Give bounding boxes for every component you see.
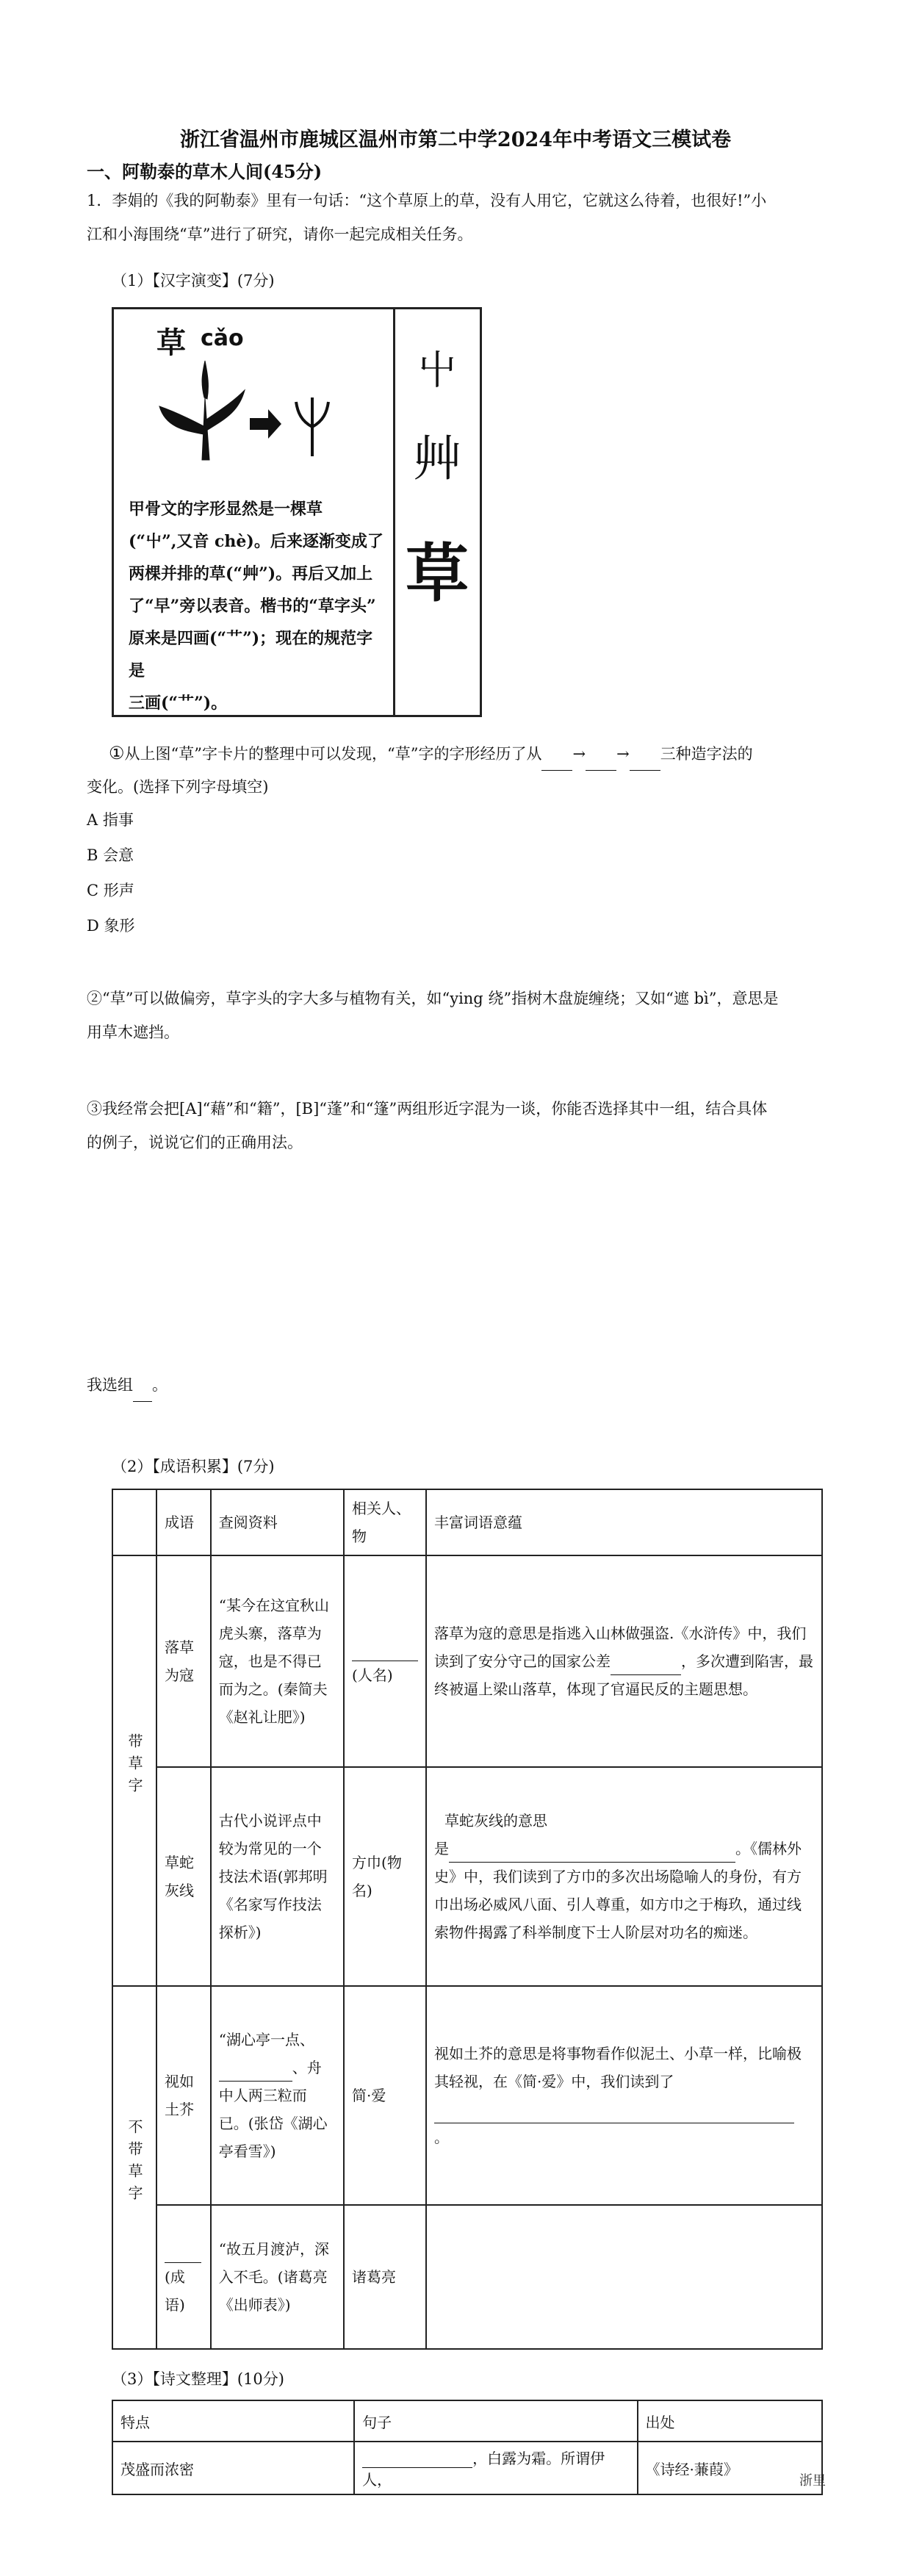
table-header-row [112, 2400, 822, 2442]
question-1b-line2: 用草木遮挡。 [87, 1023, 179, 1041]
header-cell: 成语 [156, 1489, 211, 1555]
table-row [112, 2442, 822, 2494]
table-row [112, 1555, 822, 1767]
oracle-bone-drawing [114, 309, 395, 493]
exam-title: 浙江省温州市鹿城区温州市第二中学2024年中考语文三模试卷 [179, 129, 732, 151]
person-cell [344, 1555, 426, 1767]
arrow-text: → [572, 745, 586, 763]
table-row [112, 1767, 822, 1986]
sentence-cell [354, 2442, 637, 2494]
card-pinyin: cǎo [201, 325, 244, 351]
card-desc-line: 了“早”旁以表音。楷书的“草字头” [129, 597, 376, 616]
header-cell: 句子 [354, 2400, 637, 2442]
source-cell: “故五月渡泸，深入不毛。(诸葛亮《出师表》) [211, 2205, 344, 2349]
glyph-stage-3: 草 [406, 536, 469, 611]
answer-line-text: 我选组 [87, 1376, 133, 1394]
question-1a-text: 从上图“草”字卡片的整理中可以发现，“草”字的字形经历了从 [124, 745, 542, 763]
idiom-note: (成语) [165, 2268, 185, 2314]
glyph-evolution-column [395, 309, 480, 715]
question-1c-line2: 的例子，说说它们的正确用法。 [87, 1134, 303, 1151]
meaning-cell [426, 1986, 822, 2205]
answer-blank[interactable] [165, 2240, 201, 2263]
answer-line-end: 。 [152, 1376, 168, 1394]
part1-label: （1）【汉字演变】(7分) [112, 272, 275, 289]
question-1c-line1: ③我经常会把[A]“藉”和“籍”，[B]“蓬”和“篷”两组形近字混为一谈，你能否选择其中一组，结合具体 [87, 1100, 768, 1118]
option-d: D 象形 [87, 917, 135, 935]
sentence-text: ，白露为霜。所谓伊人， [362, 2450, 605, 2489]
page-footer: 浙里 [799, 2473, 826, 2489]
meaning-cell [426, 1767, 822, 1986]
person-note: (人名) [352, 1666, 393, 1684]
glyph-stage-2: 艸 [413, 431, 461, 487]
idiom-cell: 草蛇灰线 [156, 1767, 211, 1986]
card-desc-line: 三画(“艹”)。 [129, 694, 228, 713]
section-heading: 一、阿勒泰的草木人间(45分) [87, 161, 323, 182]
card-desc-line: (“屮”,又音 chè)。后来逐渐变成了 [129, 532, 384, 551]
answer-blank[interactable] [449, 1862, 735, 1863]
meaning-text: 草蛇灰线的意思 [444, 1812, 548, 1830]
question-1a [109, 736, 829, 771]
arrow-text: → [616, 745, 630, 763]
intro-line-2: 江和小海围绕“草”进行了研究，请你一起完成相关任务。 [87, 226, 473, 243]
header-cell: 查阅资料 [211, 1489, 344, 1555]
feature-cell: 茂盛而浓密 [112, 2442, 354, 2494]
source-cell: 《诗经·蒹葭》 [638, 2442, 822, 2494]
card-main [114, 309, 395, 715]
answer-blank[interactable] [352, 1640, 418, 1661]
intro-line-1: 1．李娟的《我的阿勒泰》里有一句话：“这个草原上的草，没有人用它，它就这么待着，也很好!”小 [87, 192, 767, 209]
header-cell: 特点 [112, 2400, 354, 2442]
part3-label: （3）【诗文整理】(10分) [112, 2370, 284, 2388]
meaning-text: 是 [434, 1840, 450, 1857]
answer-blank[interactable] [362, 2467, 472, 2468]
option-b: B 会意 [87, 846, 134, 864]
character-card-image [112, 307, 482, 717]
answer-blank[interactable] [541, 770, 572, 771]
meaning-text: 落草为寇的意思是指逃入山林做强盗.《水浒传》中，我们读到了安分守己的国家公差 [434, 1625, 807, 1670]
answer-line [87, 1368, 168, 1402]
card-character: 草 [156, 325, 186, 360]
idiom-cell: 视如土芥 [156, 1986, 211, 2205]
question-1c [87, 1092, 767, 1159]
question-intro [87, 184, 766, 251]
idiom-cell [156, 2205, 211, 2349]
table-row [112, 1986, 822, 2205]
meaning-cell[interactable] [426, 2205, 822, 2349]
table-header-row [112, 1489, 822, 1555]
header-cell: 丰富词语意蕴 [426, 1489, 822, 1555]
part2-label: （2）【成语积累】(7分) [112, 1458, 275, 1475]
answer-blank[interactable] [586, 770, 616, 771]
question-1b-line1: ②“草”可以做偏旁，草字头的字大多与植物有关，如“ying 绕”指树木盘旋缠绕；又如“遮 bì”，意思是 [87, 990, 779, 1007]
idiom-cell: 落草为寇 [156, 1555, 211, 1767]
option-c: C 形声 [87, 882, 134, 899]
group-label-cell [112, 1986, 156, 2349]
glyph-stage-1: 屮 [417, 347, 457, 393]
meaning-text: 。《儒林外史》中，我们读到了方巾的多次出场隐喻人的身份，有方巾出场必威风八面、引人尊重，如方巾之于梅玖，通过线索物件揭露了科举制度下士人阶层对功名的痴迷。 [434, 1840, 802, 1941]
group-label: 不带草字 [126, 2119, 143, 2207]
question-1a-text: 三种造字法的 [660, 745, 753, 763]
meaning-text: 视如土芥的意思是将事物看作似泥土、小草一样，比喻极其轻视，在《简·爱》中，我们读到了 [434, 2045, 802, 2090]
source-cell [211, 1986, 344, 2205]
option-a: A 指事 [87, 811, 134, 829]
answer-blank[interactable] [219, 2081, 292, 2082]
answer-blank[interactable] [133, 1401, 152, 1402]
card-description [129, 493, 386, 719]
idiom-table [112, 1489, 823, 2350]
meaning-cell [426, 1555, 822, 1767]
answer-blank[interactable] [611, 1674, 681, 1675]
poem-table [112, 2400, 823, 2495]
table-row [112, 2205, 822, 2349]
person-cell: 诸葛亮 [344, 2205, 426, 2349]
source-text: “湖心亭一点、 [218, 2031, 315, 2048]
header-cell: 出处 [638, 2400, 822, 2442]
question-1a-line2: 变化。(选择下列字母填空) [87, 778, 269, 796]
card-desc-line: 甲骨文的字形显然是一棵草 [129, 500, 323, 519]
question-1b [87, 982, 778, 1049]
person-cell: 方巾(物名) [344, 1767, 426, 1986]
group-label-cell [112, 1555, 156, 1986]
header-cell: 相关人、物 [344, 1489, 426, 1555]
person-cell: 简·爱 [344, 1986, 426, 2205]
source-text: 、舟中人两三粒而已。(张岱《湖心亭看雪》) [218, 2059, 328, 2160]
answer-blank[interactable] [630, 770, 660, 771]
source-cell: “某今在这宜秋山虎头寨，落草为寇，也是不得已而为之。(秦简夫《赵礼让肥》) [211, 1555, 344, 1767]
source-cell: 古代小说评点中较为常见的一个技法术语(郭邦明《名家写作技法探析》) [211, 1767, 344, 1986]
question-1a-line1 [109, 736, 829, 771]
meaning-text: ，多次遭到陷害，最终被逼上梁山落草，体现了官逼民反的主题思想。 [434, 1652, 814, 1698]
card-desc-line: 原来是四画(“艹”)；现在的规范字是 [129, 629, 373, 680]
header-cell [112, 1489, 156, 1555]
meaning-text: 。 [434, 2129, 450, 2146]
card-desc-line: 两棵并排的草(“艸”)。再后又加上 [129, 564, 373, 583]
group-label: 带草字 [126, 1733, 143, 1799]
circle-number: ① [109, 743, 125, 763]
